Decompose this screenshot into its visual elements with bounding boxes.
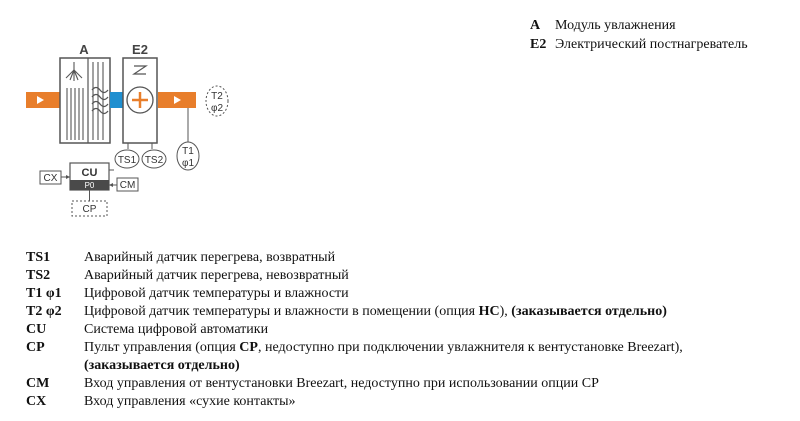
outlet-sensor-t-label: T1 bbox=[182, 146, 194, 157]
legend-row-cm bbox=[26, 375, 786, 393]
cx-label: CX bbox=[43, 173, 58, 184]
legend-desc bbox=[84, 339, 786, 375]
legend-code: TS1 bbox=[26, 250, 51, 265]
legend-row-ts1 bbox=[26, 249, 786, 267]
legend-code: A bbox=[530, 18, 541, 33]
order-separately-note: (заказывается отдельно) bbox=[511, 304, 667, 319]
legend-desc: Вход управления «сухие контакты» bbox=[84, 394, 296, 409]
outlet-sensor-phi-label: φ1 bbox=[181, 158, 195, 169]
order-separately-note: (заказывается отдельно) bbox=[84, 358, 240, 373]
legend-desc: Электрический постнагреватель bbox=[555, 37, 748, 52]
water-connection bbox=[110, 92, 123, 108]
legend-code: E2 bbox=[530, 37, 547, 52]
humidifier-block-label: A bbox=[79, 42, 89, 57]
legend-desc-part: , недоступно при подключении увлажнителя к вентустановке Breezart), bbox=[257, 340, 683, 355]
legend-desc: Модуль увлажнения bbox=[555, 18, 676, 33]
room-sensor-phi-label: φ2 bbox=[210, 103, 224, 114]
legend-desc: Вход управления от вентустановки Breezart, недоступно при использовании опции CP bbox=[84, 376, 599, 391]
legend-code: CU bbox=[26, 322, 47, 337]
legend-code: TS2 bbox=[26, 268, 51, 283]
cm-label: CM bbox=[119, 180, 136, 191]
legend-desc: Аварийный датчик перегрева, невозвратный bbox=[84, 268, 349, 283]
legend-code: CX bbox=[26, 394, 47, 409]
room-sensor-t-label: T2 bbox=[211, 91, 223, 102]
cp-label: CP bbox=[82, 204, 97, 215]
legend-row-ts2 bbox=[26, 267, 786, 285]
legend-desc-part: Цифровой датчик температуры и влажности в помещении (опция bbox=[84, 304, 479, 319]
legend-row-humidifier bbox=[530, 16, 748, 35]
heater-block-label: E2 bbox=[132, 42, 148, 57]
ts1-label: TS1 bbox=[117, 155, 137, 166]
legend-row-t1 bbox=[26, 285, 786, 303]
legend-code: CP bbox=[26, 340, 45, 355]
legend-code: T1 φ1 bbox=[26, 286, 62, 301]
legend-row-cx bbox=[26, 393, 786, 411]
module-legend bbox=[530, 16, 748, 54]
legend-desc: Цифровой датчик температуры и влажности bbox=[84, 286, 349, 301]
legend-desc-option: CP bbox=[239, 340, 258, 355]
legend-desc-part: Пульт управления (опция bbox=[84, 340, 240, 355]
legend-desc: Система цифровой автоматики bbox=[84, 322, 269, 337]
legend-row-heater bbox=[530, 35, 748, 54]
legend-row-cp bbox=[26, 339, 786, 375]
legend-row-t2 bbox=[26, 303, 786, 321]
legend-code: CM bbox=[26, 376, 50, 391]
component-legend bbox=[26, 249, 786, 411]
ts2-label: TS2 bbox=[144, 155, 164, 166]
legend-desc bbox=[84, 303, 786, 321]
controller-port-label: P0 bbox=[84, 181, 95, 190]
legend-desc: Аварийный датчик перегрева, возвратный bbox=[84, 250, 336, 265]
legend-row-cu bbox=[26, 321, 786, 339]
controller-label: CU bbox=[81, 167, 98, 179]
legend-desc-option: HC bbox=[478, 304, 500, 319]
legend-code: T2 φ2 bbox=[26, 304, 62, 319]
legend-desc-part: ), bbox=[499, 304, 512, 319]
